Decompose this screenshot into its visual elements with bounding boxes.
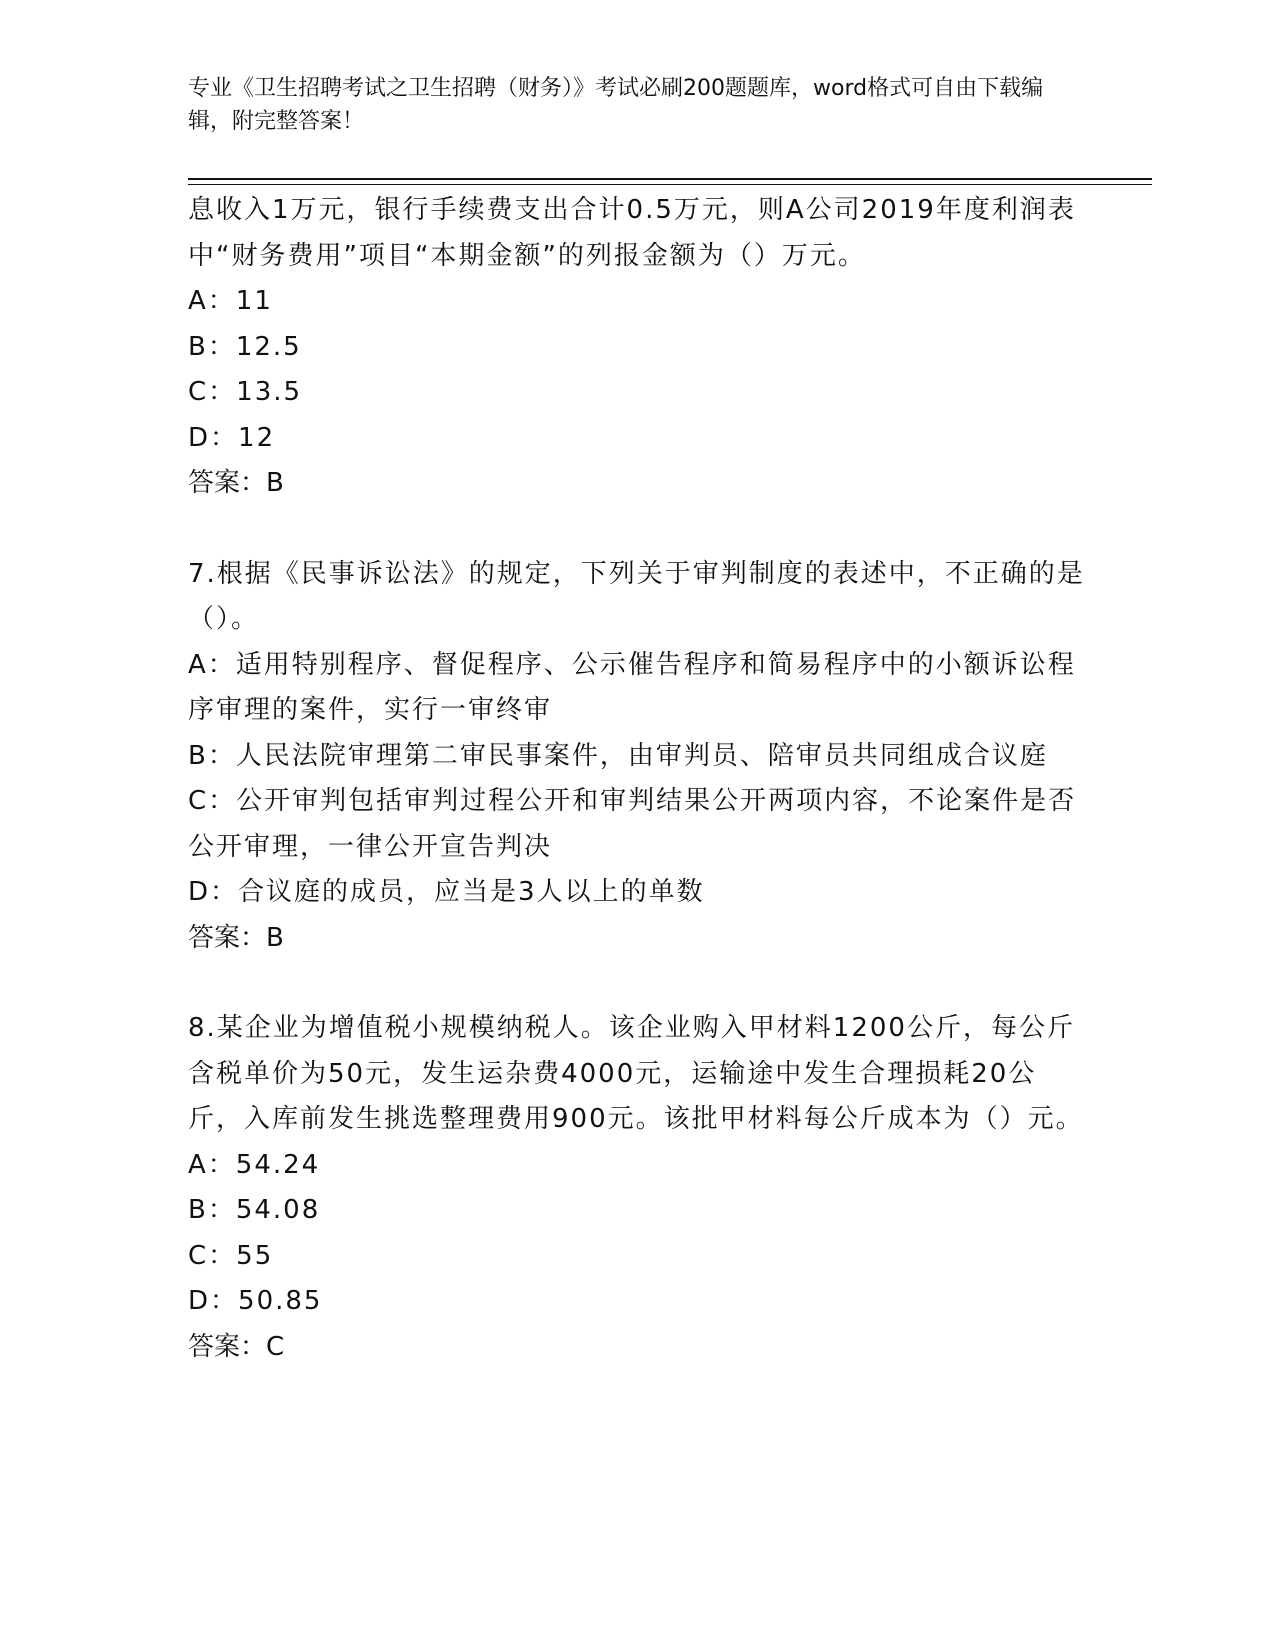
option-a: A：11 xyxy=(188,286,273,316)
option-b: B：人民法院审理第二审民事案件，由审判员、陪审员共同组成合议庭 xyxy=(188,740,1048,771)
option-d: D：50.85 xyxy=(188,1286,323,1316)
option-c: C：13.5 xyxy=(188,377,303,407)
spacer xyxy=(188,507,1088,552)
header-divider-thin xyxy=(188,184,1152,185)
question-stem-continuation: 息收入1万元，银行手续费支出合计0.5万元，则A公司2019年度利润表中“财务费用”项目“本期金额”的列报金额为（）万元。 xyxy=(188,195,1076,271)
spacer xyxy=(188,961,1088,1006)
option-a: A：54.24 xyxy=(188,1149,321,1180)
answer-line: 答案：B xyxy=(188,468,284,498)
option-b: B：12.5 xyxy=(188,331,302,362)
question-block-8 xyxy=(188,1006,1088,1370)
header-divider-thick xyxy=(188,178,1152,180)
question-block-7 xyxy=(188,552,1088,962)
option-d: D：12 xyxy=(188,422,276,453)
option-c: C：公开审判包括审判过程公开和审判结果公开两项内容，不论案件是否公开审理，一律公开宣告判决 xyxy=(188,786,1077,862)
question-list xyxy=(188,188,1088,1370)
option-b: B：54.08 xyxy=(188,1195,321,1225)
answer-line: 答案：C xyxy=(188,1331,285,1362)
page-header: 专业《卫生招聘考试之卫生招聘（财务）》考试必刷200题题库，word格式可自由下载编辑，附完整答案！ xyxy=(188,76,1044,134)
question-stem: 8.某企业为增值税小规模纳税人。该企业购入甲材料1200公斤，每公斤含税单价为50元，发生运杂费4000元，运输途中发生合理损耗20公斤，入库前发生挑选整理费用900元。该批甲材料每公斤成本为（）元。 xyxy=(188,1013,1084,1134)
option-c: C：55 xyxy=(188,1240,274,1271)
option-d: D：合议庭的成员，应当是3人以上的单数 xyxy=(188,877,705,907)
option-a: A：适用特别程序、督促程序、公示催告程序和简易程序中的小额诉讼程序审理的案件，实行一审终审 xyxy=(188,649,1076,725)
answer-line: 答案：B xyxy=(188,922,284,953)
question-block-6 xyxy=(188,188,1088,507)
question-stem: 7.根据《民事诉讼法》的规定，下列关于审判制度的表述中，不正确的是（）。 xyxy=(188,558,1085,634)
